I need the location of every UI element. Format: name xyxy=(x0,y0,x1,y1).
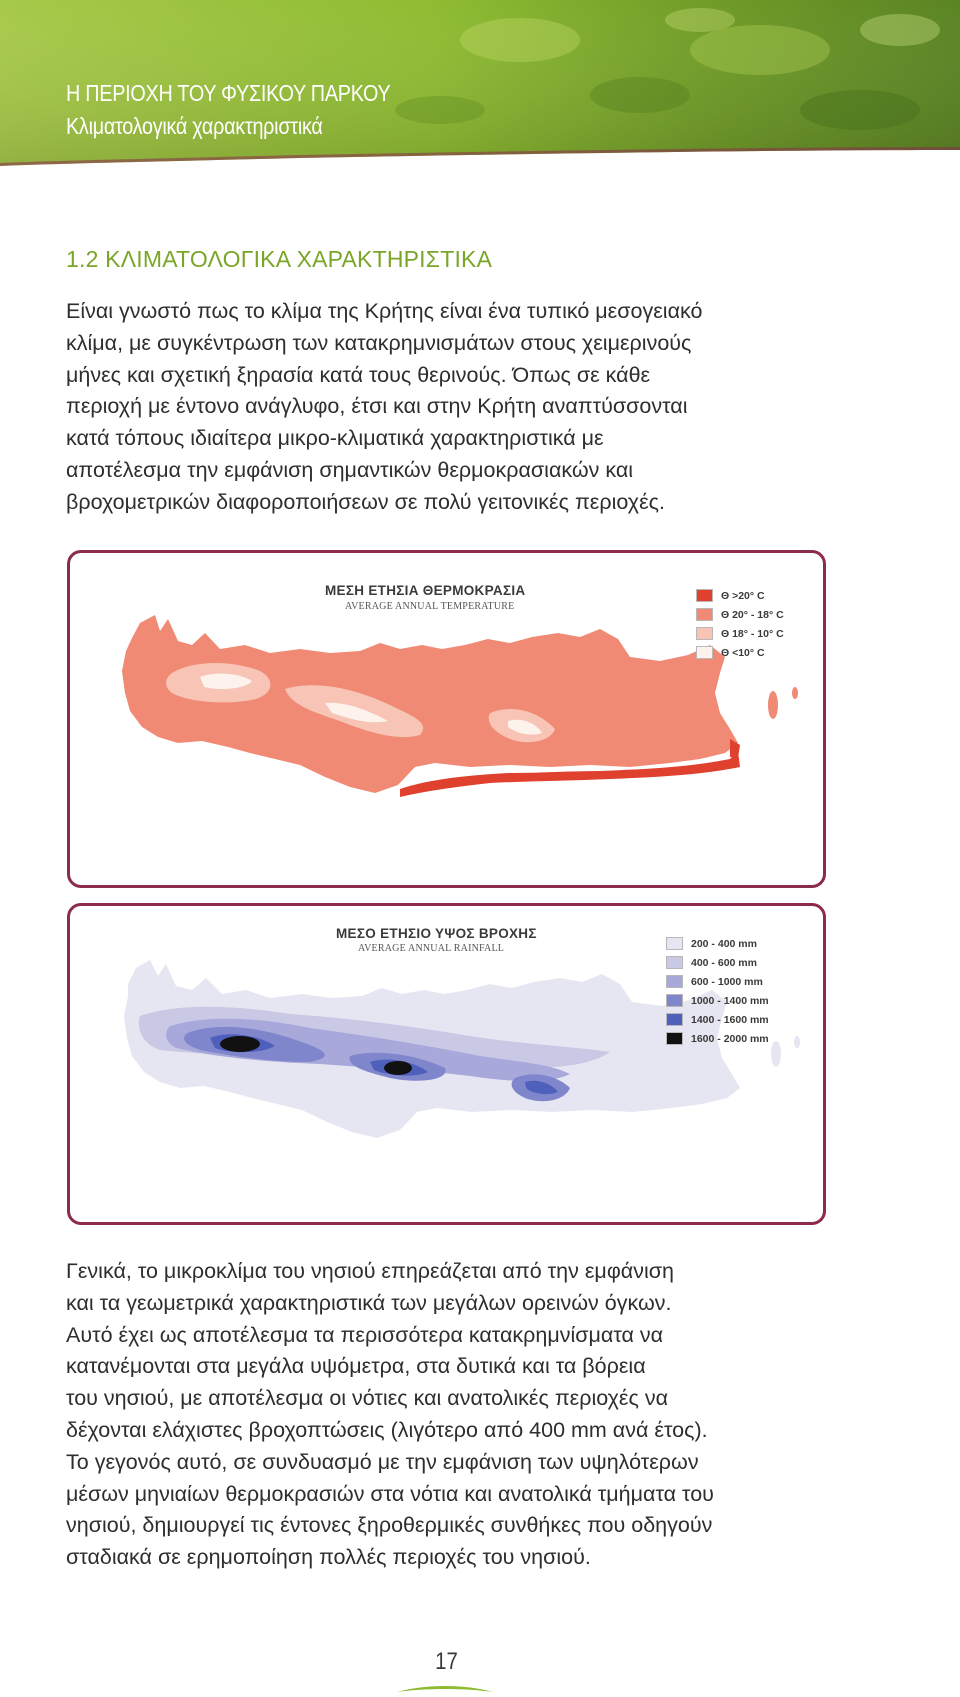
temperature-map-legend xyxy=(696,586,784,662)
legend-swatch xyxy=(696,646,713,659)
paragraph-line: βροχομετρικών διαφοροποιήσεων σε πολύ γειτονικές περιοχές. xyxy=(66,489,665,514)
paragraph-line: και τα γεωμετρικά χαρακτηριστικά των μεγάλων ορεινών όγκων. xyxy=(66,1290,672,1315)
legend-item xyxy=(696,643,784,662)
legend-label: 1600 - 2000 mm xyxy=(691,1032,769,1045)
paragraph-line: Το γεγονός αυτό, σε συνδυασμό με την εμφάνιση των υψηλότερων xyxy=(66,1449,699,1474)
temperature-map-figure xyxy=(67,550,826,888)
paragraph-line: μέσων μηνιαίων θερμοκρασιών στα νότια και ανατολικά τμήματα του xyxy=(66,1481,714,1506)
paragraph-line: κατά τόπους ιδιαίτερα μικρο-κλιματικά χαρακτηριστικά με xyxy=(66,426,604,451)
temperature-map-island xyxy=(122,615,738,793)
legend-swatch xyxy=(696,589,713,602)
legend-swatch xyxy=(666,1032,683,1045)
legend-item xyxy=(666,1029,769,1048)
paragraph-line: κλίμα, με συγκέντρωση των κατακρημνισμάτων στους χειμερινούς xyxy=(66,330,692,355)
paragraph-line: περιοχή με έντονο ανάγλυφο, έτσι και στην Κρήτη αναπτύσσονται xyxy=(66,394,688,419)
page-number: 17 xyxy=(435,1648,458,1675)
legend-label: Θ >20° C xyxy=(721,589,765,602)
rainfall-map-figure xyxy=(67,903,826,1225)
legend-label: 200 - 400 mm xyxy=(691,937,757,950)
legend-item xyxy=(666,972,769,991)
temperature-map-title: ΜΕΣΗ ΕΤΗΣΙΑ ΘΕΡΜΟΚΡΑΣΙΑ xyxy=(325,583,526,598)
temperature-map-subtitle: AVERAGE ANNUAL TEMPERATURE xyxy=(345,601,515,612)
paragraph-line: Γενικά, το μικροκλίμα του νησιού επηρεάζεται από την εμφάνιση xyxy=(66,1259,674,1283)
legend-label: 400 - 600 mm xyxy=(691,956,757,969)
legend-swatch xyxy=(696,627,713,640)
legend-item xyxy=(666,953,769,972)
paragraph-line: αποτέλεσμα την εμφάνιση σημαντικών θερμοκρασιακών και xyxy=(66,457,634,482)
legend-swatch xyxy=(666,956,683,969)
legend-label: Θ <10° C xyxy=(721,646,765,659)
intro-paragraph xyxy=(66,296,866,519)
header-subsection-name: Κλιματολογικά χαρακτηριστικά xyxy=(66,113,323,139)
legend-swatch xyxy=(666,1013,683,1026)
rainfall-map-subtitle: AVERAGE ANNUAL RAINFALL xyxy=(358,943,505,954)
legend-swatch xyxy=(666,994,683,1007)
paragraph-line: του νησιού, με αποτέλεσμα οι νότιες και ανατολικές περιοχές να xyxy=(66,1386,669,1411)
page-header xyxy=(0,0,960,170)
legend-label: Θ 18° - 10° C xyxy=(721,627,784,640)
legend-item xyxy=(666,934,769,953)
rainfall-map-title: ΜΕΣΟ ΕΤΗΣΙΟ ΥΨΟΣ ΒΡΟΧΗΣ xyxy=(336,926,537,941)
rainfall-map-legend xyxy=(666,934,769,1048)
body-paragraph xyxy=(66,1256,866,1574)
paragraph-line: νησιού, δημιουργεί τις έντονες ξηροθερμικές συνθήκες που οδηγούν xyxy=(66,1513,713,1538)
paragraph-line: μήνες και σχετική ξηρασία κατά τους θερινούς. Όπως σε κάθε xyxy=(66,362,651,387)
paragraph-line: κατανέμονται στα μεγάλα υψόμετρα, στα δυτικά και τα βόρεια xyxy=(66,1354,646,1379)
paragraph-line: Είναι γνωστό πως το κλίμα της Κρήτης είναι ένα τυπικό μεσογειακό xyxy=(66,299,703,323)
rainfall-map-peak-west xyxy=(220,1036,260,1052)
legend-label: 1000 - 1400 mm xyxy=(691,994,769,1007)
legend-swatch xyxy=(666,937,683,950)
section-title: 1.2 ΚΛΙΜΑΤΟΛΟΓΙΚΑ ΧΑΡΑΚΤΗΡΙΣΤΙΚΑ xyxy=(66,246,493,272)
legend-swatch xyxy=(666,975,683,988)
legend-label: 600 - 1000 mm xyxy=(691,975,763,988)
legend-label: 1400 - 1600 mm xyxy=(691,1013,769,1026)
rainfall-map-peak-central xyxy=(384,1061,412,1075)
legend-item xyxy=(696,586,784,605)
page-number-ornament xyxy=(395,1682,495,1696)
legend-item xyxy=(666,991,769,1010)
legend-swatch xyxy=(696,608,713,621)
paragraph-line: δέχονται ελάχιστες βροχοπτώσεις (λιγότερο από 400 mm ανά έτος). xyxy=(66,1417,708,1442)
legend-label: Θ 20° - 18° C xyxy=(721,608,784,621)
legend-item xyxy=(696,624,784,643)
paragraph-line: σταδιακά σε ερημοποίηση πολλές περιοχές του νησιού. xyxy=(66,1545,591,1570)
legend-item xyxy=(696,605,784,624)
header-section-name: Η ΠΕΡΙΟΧΗ ΤΟΥ ΦΥΣΙΚΟΥ ΠΑΡΚΟΥ xyxy=(66,80,391,106)
legend-item xyxy=(666,1010,769,1029)
paragraph-line: Αυτό έχει ως αποτέλεσμα τα περισσότερα κατακρημνίσματα να xyxy=(66,1322,664,1347)
